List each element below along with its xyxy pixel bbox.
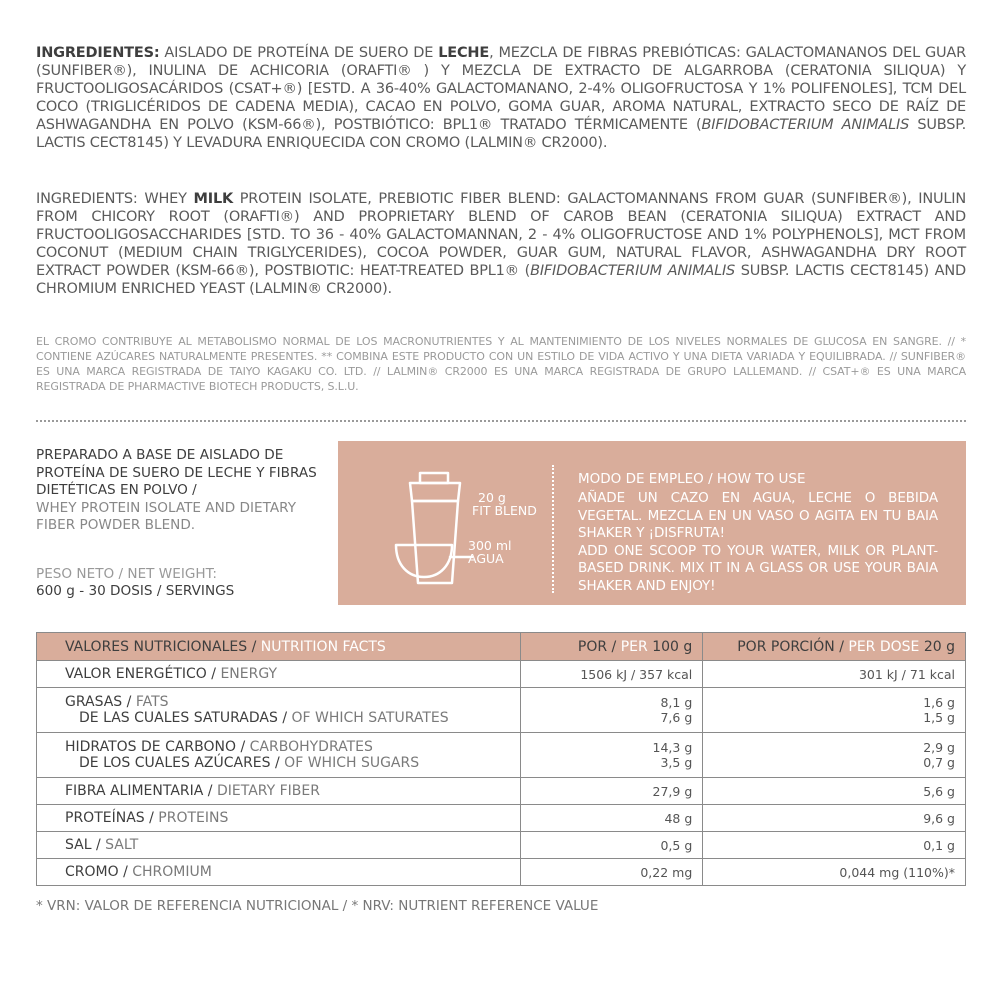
how-to-use-title: MODO DE EMPLEO / HOW TO USE [578,471,806,487]
table-row: HIDRATOS DE CARBONO / CARBOHYDRATES DE LOS CUALES AZÚCARES / OF WHICH SUGARS 14,3 g 3,5 g 2,9 g 0,7 g [37,733,966,778]
dotted-divider [36,420,966,422]
ingredients-es-text: AISLADO DE PROTEÍNA DE SUERO DE [159,45,439,61]
net-weight-label: PESO NETO / NET WEIGHT: [36,566,217,582]
table-row: GRASAS / FATS DE LAS CUALES SATURADAS / OF WHICH SATURATES 8,1 g 7,6 g 1,6 g 1,5 g [37,688,966,733]
table-row: PROTEÍNAS / PROTEINS 48 g 9,6 g [37,805,966,832]
ingredients-en-text: PROTEIN ISOLATE, PREBIOTIC FIBER BLEND: GALACTOMANNANS FROM GUAR (SUNFIBER®), INULIN FROM CHICORY ROOT (ORAFTI®) AND PROPRIETARY BLEND OF CAROB BEAN (CERATONIA SILIQUA) EXTRACT AND FRUCTOOLIGOSACCHARIDES [STD. TO 36 - 40% GALACTOMANNAN, 2 - 4% OLIGOFRUCTOSE AND 1% POLYPHENOLS], MCT FROM COCONUT (MEDIUM CHAIN TRIGLYCERIDES), COCOA POWDER, GUAR GUM, NATURAL FLAVOR, ASHWAGANDHA DRY ROOT EXTRACT POWDER (KSM-66®), POSTBIOTIC: HEAT-TREATED BPL1® ( [36,191,966,279]
water-amount: 300 ml [468,538,512,553]
ingredients-en-text: WHEY [137,191,194,207]
table-row: SAL / SALT 0,5 g 0,1 g [37,832,966,859]
ingredients-es-species: BIFIDOBACTERIUM ANIMALIS [701,117,910,133]
header-per-dose: POR PORCIÓN / PER DOSE 20 g [703,633,966,661]
header-nutrition-facts: VALORES NUTRICIONALES / NUTRITION FACTS [37,633,521,661]
table-header [37,633,966,661]
usage-divider [552,465,554,593]
ingredients-en-species: BIFIDOBACTERIUM ANIMALIS [530,263,736,279]
allergen-milk-es: LECHE [438,45,490,61]
footnote: * VRN: VALOR DE REFERENCIA NUTRICIONAL / * NRV: NUTRIENT REFERENCE VALUE [36,898,599,914]
net-weight-value: 600 g - 30 DOSIS / SERVINGS [36,583,235,599]
shaker-scoop-icon [392,461,502,591]
ingredients-en [36,190,966,298]
ingredients-es-label: INGREDIENTES: [36,45,160,61]
how-to-use-text [578,490,938,595]
water-name: AGUA [468,551,504,566]
ingredients-es-text: SUBSP. LACTIS CECT8145) Y LEVADURA ENRIQUECIDA CON CROMO (LALMIN® CR2000). [36,117,966,151]
ingredients-en-text: SUBSP. LACTIS CECT8145) AND CHROMIUM ENRICHED YEAST (LALMIN® CR2000). [36,263,966,297]
ingredients-es-text: , MEZCLA DE FIBRAS PREBIÓTICAS: GALACTOMANANOS DEL GUAR (SUNFIBER®), INULINA DE ACHICORIA (ORAFTI® ) Y MEZCLA DE EXTRACTO DE ALGARROBA (CERATONIA SILIQUA) Y FRUCTOOLIGOSACÁRIDOS (CSAT+®) [ESTD. A 36-40% GALACTOMANANO, 2-4% OLIGOFRUCTOSA Y 1% POLIFENOLES], TCM DEL COCO (TRIGLICÉRIDOS DE CADENA MEDIA), CACAO EN POLVO, GOMA GUAR, AROMA NATURAL, EXTRACTO SECO DE RAÍZ DE ASHWAGANDHA EN POLVO (KSM-66®), POSTBIÓTICO: BPL1® TRATADO TÉRMICAMENTE ( [36,45,967,133]
dose-name: FIT BLEND [472,503,537,518]
allergen-milk-en: MILK [193,191,234,207]
how-to-use-es: AÑADE UN CAZO EN AGUA, LECHE O BEBIDA VEGETAL. MEZCLA EN UN VASO O AGITA EN TU BAIA SHAKER Y ¡DISFRUTA! [578,490,938,541]
ingredients-en-label: INGREDIENTS: [36,191,138,207]
product-description-es: PREPARADO A BASE DE AISLADO DE PROTEÍNA DE SUERO DE LECHE Y FIBRAS DIETÉTICAS EN POLVO / [36,447,317,498]
legal-notes: EL CROMO CONTRIBUYE AL METABOLISMO NORMAL DE LOS MACRONUTRIENTES Y AL MANTENIMIENTO DE LOS NIVELES NORMALES DE GLUCOSA EN SANGRE. // * CONTIENE AZÚCARES NATURALMENTE PRESENTES. ** COMBINA ESTE PRODUCTO CON UN ESTILO DE VIDA ACTIVO Y UNA DIETA VARIADA Y EQUILIBRADA. // SUNFIBER® ES UNA MARCA REGISTRADA DE TAIYO KAGAKU CO. LTD. // LALMIN® CR2000 ES UNA MARCA REGISTRADA DE GRUPO LALLEMAND. // CSAT+® ES UNA MARCA REGISTRADA DE PHARMACTIVE BIOTECH PRODUCTS, S.L.U. [36,335,966,393]
table-row: FIBRA ALIMENTARIA / DIETARY FIBER 27,9 g 5,6 g [37,778,966,805]
header-per-100g: POR / PER 100 g [521,633,703,661]
table-row: CROMO / CHROMIUM 0,22 mg 0,044 mg (110%)* [37,859,966,886]
how-to-use-en: ADD ONE SCOOP TO YOUR WATER, MILK OR PLANT-BASED DRINK. MIX IT IN A GLASS OR USE YOUR BAIA SHAKER AND ENJOY! [578,542,938,594]
ingredients-es [36,44,966,152]
how-to-use-panel [338,441,966,605]
nutrition-table [36,632,966,886]
table-row: VALOR ENERGÉTICO / ENERGY 1506 kJ / 357 kcal 301 kJ / 71 kcal [37,661,966,688]
product-description-en: WHEY PROTEIN ISOLATE AND DIETARY FIBER POWDER BLEND. [36,499,297,533]
product-description [36,447,326,535]
dose-amount: 20 g [478,490,506,505]
